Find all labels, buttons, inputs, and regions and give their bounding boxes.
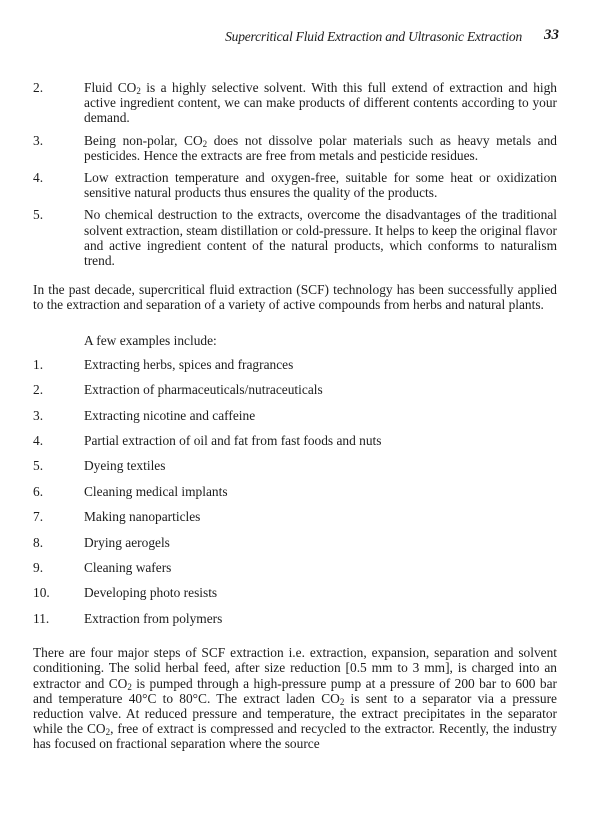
page-body	[33, 80, 557, 765]
item-text: Extraction of pharmaceuticals/nutraceuticals	[84, 382, 323, 398]
example-item	[33, 408, 557, 433]
item-number: 3.	[33, 132, 44, 148]
item-text: Drying aerogels	[84, 534, 170, 550]
item-number: 10.	[33, 585, 50, 601]
advantages-list	[33, 80, 557, 268]
item-number: 2.	[33, 382, 44, 398]
item-text: Fluid $CO_2$ is a highly selective solvent. With this full extend of extraction and high active ingredient content, we can make products of different contents according to your demand.	[84, 80, 557, 126]
item-text: Extraction from polymers	[84, 610, 223, 626]
example-item	[33, 535, 557, 560]
page-number: 33	[544, 27, 559, 43]
examples-list	[33, 357, 557, 636]
item-text: Low extraction temperature and oxygen-free, suitable for some heat or oxidization sensitive natural products thus ensures the quality of the products.	[84, 170, 557, 201]
item-number: 9.	[33, 559, 44, 575]
running-title: Supercritical Fluid Extraction and Ultrasonic Extraction	[225, 29, 522, 44]
item-number: 5.	[33, 207, 44, 223]
item-text: Dyeing textiles	[84, 458, 166, 474]
example-item	[33, 484, 557, 509]
item-number: 3.	[33, 407, 44, 423]
example-item	[33, 382, 557, 407]
item-number: 1.	[33, 356, 44, 372]
example-item	[33, 433, 557, 458]
item-text: Cleaning wafers	[84, 559, 172, 575]
advantage-item	[33, 80, 557, 126]
item-number: 2.	[33, 80, 44, 95]
paragraph-scf-steps: There are four major steps of SCF extraction i.e. extraction, expansion, separation and solvent conditioning. The solid herbal feed, after size reduction [0.5 mm to 3 mm], is charged into an extractor and $CO_2$ is pumped through a high-pressure pump at a pressure of 200 bar to 600 bar and temperature 40°C to 80°C. The extract laden $CO_2$ is sent to a separator via a pressure reduction valve. At reduced pressure and temperature, the extract precipitates in the separator while the $CO_2$, free of extract is compressed and recycled to the extractor. Recently, the industry has focused on fractional separation where the source	[33, 645, 557, 752]
running-header	[0, 27, 601, 47]
item-number: 4.	[33, 170, 44, 186]
example-item	[33, 611, 557, 636]
item-text: Extracting nicotine and caffeine	[84, 407, 256, 423]
example-item	[33, 509, 557, 534]
item-number: 11.	[33, 610, 50, 626]
example-item	[33, 560, 557, 585]
example-item	[33, 585, 557, 610]
item-text: Cleaning medical implants	[84, 483, 228, 499]
example-item	[33, 458, 557, 483]
paragraph-scf-intro: In the past decade, supercritical fluid extraction (SCF) technology has been successfully applied to the extraction and separation of a variety of active compounds from herbs and natural plants.	[33, 282, 557, 313]
item-number: 7.	[33, 509, 44, 525]
item-text: Partial extraction of oil and fat from fast foods and nuts	[84, 433, 382, 449]
item-text: Developing photo resists	[84, 585, 218, 601]
advantage-item	[33, 207, 557, 268]
item-number: 6.	[33, 483, 44, 499]
item-text: Making nanoparticles	[84, 509, 201, 525]
item-text: No chemical destruction to the extracts, overcome the disadvantages of the traditional solvent extraction, steam distillation or cold-pressure. It helps to keep the original flavor and active ingredient content of the natural products, which conforms to naturalism trend.	[84, 207, 558, 269]
advantage-item	[33, 133, 557, 163]
item-number: 5.	[33, 458, 44, 474]
item-text: Extracting herbs, spices and fragrances	[84, 356, 294, 372]
item-number: 8.	[33, 534, 44, 550]
item-number: 4.	[33, 433, 44, 449]
item-text: Being non-polar, $CO_2$ does not dissolve polar materials such as heavy metals and pesticides. Hence the extracts are free from metals and pesticide residues.	[84, 132, 558, 163]
examples-intro: A few examples include:	[84, 332, 217, 348]
example-item	[33, 357, 557, 382]
advantage-item	[33, 170, 557, 200]
